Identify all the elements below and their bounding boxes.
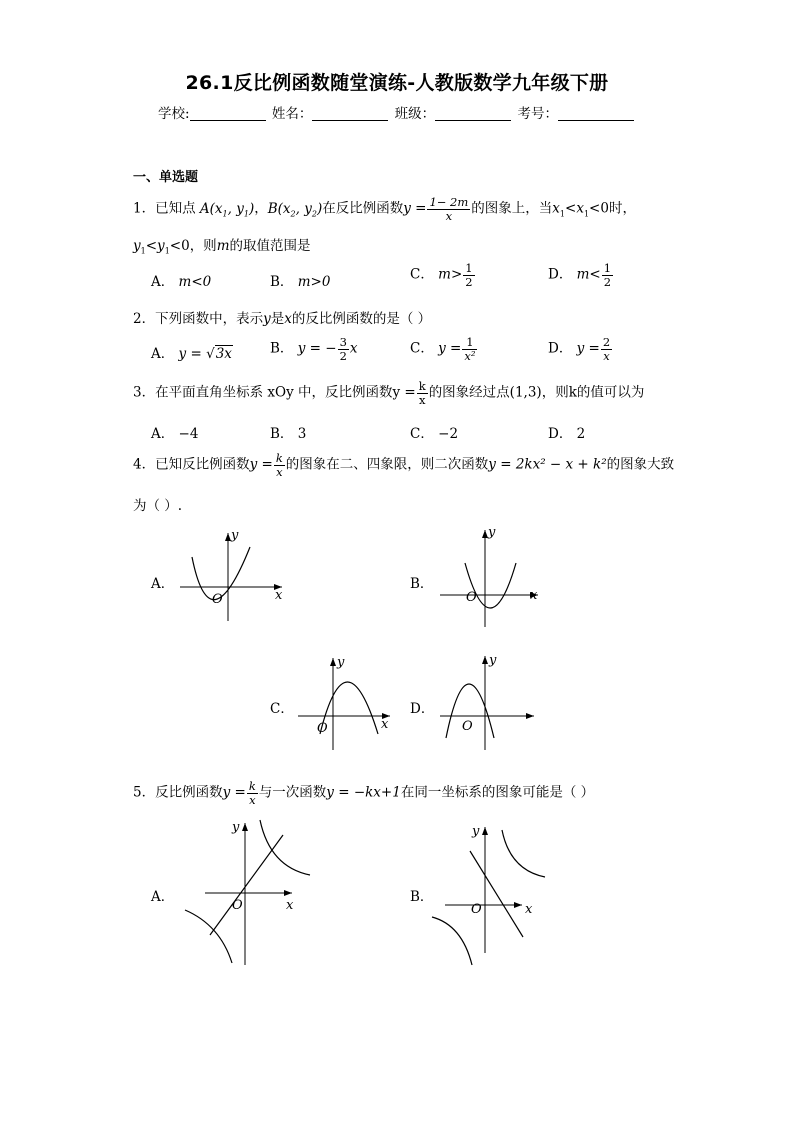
y-axis-label: y [472, 824, 480, 839]
q3-option-b[interactable] [270, 422, 306, 442]
hyperbola-branch-lower [185, 910, 232, 963]
origin-label: O [462, 719, 473, 734]
q3-option-c[interactable] [410, 422, 458, 442]
option-value: y = [576, 340, 600, 357]
q2-option-a[interactable] [151, 342, 233, 362]
question-number: 2． [133, 311, 156, 327]
question-3 [133, 380, 644, 406]
option-label: C． [410, 426, 434, 442]
frac-den: x [603, 348, 610, 363]
q1-subscript: 1 [222, 209, 228, 219]
name-label: 姓名： [271, 106, 313, 122]
q1-subscript: 2 [290, 209, 296, 219]
linear-function-line [210, 835, 283, 935]
option-label: B． [270, 340, 294, 357]
frac-den: x [249, 792, 256, 807]
q1-text: 在反比例函数 [322, 200, 404, 217]
option-fraction [463, 262, 474, 288]
q4-option-c-label[interactable]: C． [270, 701, 294, 717]
y-axis-label: y [489, 653, 497, 668]
q4-text: 已知反比例函数 [155, 456, 250, 473]
school-label: 学校: [158, 106, 190, 122]
q5-option-a-label[interactable]: A． [151, 889, 175, 905]
q1-subscript: 1 [164, 246, 170, 256]
name-blank[interactable] [312, 106, 388, 121]
school-blank[interactable] [190, 106, 266, 121]
q4-fraction [274, 452, 285, 478]
q1-cond: y [133, 238, 141, 254]
q3-fraction [417, 380, 428, 406]
option-value: 3 [297, 426, 307, 442]
option-value: m< [576, 266, 601, 283]
option-value: y = [178, 346, 207, 362]
x-axis-label: x [275, 588, 283, 603]
q1-fraction [427, 196, 470, 222]
radicand: 3x [215, 346, 232, 362]
q5-graph-a[interactable] [180, 815, 315, 970]
question-number: 5． [133, 784, 156, 801]
option-value: y = − [297, 340, 337, 357]
q2-text: 的反比例函数的是（ ） [291, 311, 432, 327]
option-fraction [338, 336, 349, 362]
question-number: 1． [133, 200, 156, 217]
parabola-curve [320, 682, 378, 734]
q1-subscript: 1 [243, 209, 249, 219]
option-value: m> [438, 266, 463, 283]
q2-option-b[interactable] [270, 336, 358, 362]
y-axis-arrow-icon [482, 656, 488, 664]
frac-den: x [276, 464, 283, 479]
q1-y-equals: y = [403, 200, 427, 217]
q1-option-b[interactable] [270, 270, 330, 290]
x-axis-arrow-icon [284, 890, 292, 896]
x-axis-label: x [525, 902, 533, 917]
sqrt-symbol: √ [206, 346, 215, 362]
frac-num: k [418, 379, 426, 393]
frac-num: k [275, 451, 283, 465]
q4-graph-b[interactable] [430, 525, 550, 630]
x-axis-arrow-icon [514, 902, 522, 908]
q1-text: ，则 [189, 238, 217, 254]
origin-label: O [317, 721, 328, 736]
q1-text: 的取值范围是 [229, 238, 311, 254]
y-axis-label: y [337, 655, 345, 670]
option-value: −2 [438, 426, 459, 442]
y-axis-label: y [231, 528, 239, 543]
origin-label: O [466, 590, 477, 605]
q5-linear: y = −kx+1 [326, 784, 401, 801]
x-axis-label: x [381, 717, 389, 732]
origin-label: O [471, 902, 482, 917]
option-label: A． [151, 426, 175, 442]
q1-subscript: 2 [311, 209, 317, 219]
option-label: D． [548, 426, 573, 442]
q1-frac-num: 1− 2m [429, 195, 469, 209]
q5-fraction [247, 780, 258, 806]
option-value: y = [438, 340, 462, 357]
id-label: 考号： [517, 106, 558, 122]
question-1-line-1 [133, 196, 636, 222]
y-axis-arrow-icon [482, 827, 488, 835]
option-label: A． [151, 274, 175, 290]
frac-den: x² [464, 348, 476, 363]
q5-option-b-label[interactable]: B． [410, 889, 434, 905]
q5-text: 与一次函数 [258, 784, 327, 801]
q1-text: 已知点 [155, 200, 196, 217]
q1-point-b-mid: , y [295, 200, 312, 217]
option-label: C． [410, 340, 434, 357]
option-value: m>0 [297, 274, 331, 290]
x-axis-label: x [286, 898, 294, 913]
q1-cond-end: <0 [169, 238, 190, 254]
id-blank[interactable] [558, 106, 634, 121]
q1-point-a: A(x [199, 200, 223, 217]
q4-text: 的图象大致 [606, 456, 675, 473]
frac-den: 2 [465, 274, 473, 289]
option-label: B． [270, 426, 294, 442]
q5-text: 在同一坐标系的图象可能是（ ） [400, 784, 595, 801]
q3-y-equals: y = [392, 384, 416, 401]
q1-cond: <x [565, 200, 584, 217]
option-fraction [462, 336, 477, 362]
q4-quadratic: y = 2kx² − x + k² [488, 456, 607, 473]
q3-text: 的图象经过点(1,3)，则k的值可以为 [428, 384, 645, 401]
x-axis-label: x [530, 588, 538, 603]
class-blank[interactable] [435, 106, 511, 121]
y-axis-label: y [488, 525, 496, 540]
q1-point-b-end: ) [316, 200, 323, 217]
y-axis-arrow-icon [242, 823, 248, 831]
q1-option-c[interactable] [410, 262, 476, 288]
linear-function-line [470, 851, 523, 937]
q3-text: 在平面直角坐标系 xOy 中，反比例函数 [155, 384, 393, 401]
frac-num: 3 [339, 335, 347, 349]
q1-point-a-end: ) [248, 200, 255, 217]
option-fraction [601, 336, 612, 362]
question-number: 3． [133, 384, 156, 401]
q4-option-b-label[interactable]: B． [410, 576, 434, 592]
q1-cond: x [552, 200, 560, 217]
student-info-line [0, 102, 794, 122]
q1-subscript: 1 [559, 209, 566, 219]
frac-num: 1 [462, 336, 477, 350]
q1-comma: ， [254, 200, 268, 217]
q4-option-a-label[interactable]: A． [151, 576, 175, 592]
option-label: D． [548, 340, 573, 357]
hyperbola-branch-lower [432, 917, 472, 965]
page-title: 26.1反比例函数随堂演练-人教版数学九年级下册 [185, 72, 609, 94]
q1-cond: <y [145, 238, 165, 254]
frac-num: 2 [602, 335, 611, 349]
q2-variable-x: x [284, 311, 292, 327]
frac-num: k [248, 779, 256, 793]
q1-variable-m: m [216, 238, 230, 254]
q4-graph-d[interactable] [432, 652, 542, 757]
q5-graph-b[interactable] [430, 815, 560, 970]
option-value: 2 [576, 426, 586, 442]
q2-text: 是 [270, 311, 285, 327]
option-value-tail: x [349, 340, 358, 357]
q3-option-a[interactable] [151, 422, 198, 442]
q1-cond-end: <0时， [589, 200, 636, 217]
option-label: B． [270, 274, 294, 290]
option-label: A． [151, 346, 175, 362]
section-title: 一、单选题 [133, 170, 199, 185]
q2-text: 下列函数中，表示 [155, 311, 264, 327]
q2-option-d[interactable] [548, 336, 613, 362]
frac-den: 2 [339, 348, 347, 363]
q5-text: 反比例函数 [155, 784, 223, 801]
q1-option-a[interactable] [151, 270, 211, 290]
question-1-line-2 [133, 234, 311, 256]
y-axis-label: y [232, 820, 240, 835]
question-5 [133, 780, 594, 806]
hyperbola-branch-upper [502, 830, 545, 877]
frac-num: 1 [603, 261, 612, 275]
option-fraction [602, 262, 613, 288]
q1-point-b: B(x [267, 200, 291, 217]
option-label: D． [548, 266, 573, 283]
option-label: C． [410, 266, 434, 283]
frac-num: 1 [465, 261, 473, 275]
q1-frac-den: x [445, 208, 453, 223]
q5-y-equals: y = [222, 784, 246, 801]
q1-subscript: 1 [140, 246, 146, 256]
question-2 [133, 307, 431, 327]
question-number: 4． [133, 456, 156, 473]
q4-text: 的图象在二、四象限，则二次函数 [285, 456, 489, 473]
hyperbola-branch-upper [260, 820, 310, 875]
q4-option-d-label[interactable]: D． [410, 701, 435, 717]
q4-graph-c[interactable] [290, 652, 400, 757]
q2-variable-y: y [263, 311, 271, 327]
frac-den: x [418, 392, 426, 407]
y-axis-arrow-icon [330, 658, 336, 666]
option-value: −4 [178, 426, 199, 442]
q1-text: 的图象上，当 [471, 200, 553, 217]
q1-option-d[interactable] [548, 262, 614, 288]
question-4-line-2: 为（ ）. [133, 498, 183, 514]
class-label: 班级： [394, 106, 436, 122]
q1-subscript: 1 [583, 209, 590, 219]
origin-label: O [212, 592, 223, 607]
q1-point-a-mid: , y [227, 200, 244, 217]
q4-y-equals: y = [249, 456, 273, 473]
option-value: m<0 [178, 274, 212, 290]
q2-option-c[interactable] [410, 336, 478, 362]
q4-graph-a[interactable] [170, 525, 290, 630]
q3-option-d[interactable] [548, 422, 585, 442]
frac-den: 2 [603, 274, 612, 289]
origin-label: O [232, 898, 243, 913]
question-4-line-1 [133, 452, 674, 478]
x-axis-arrow-icon [526, 713, 534, 719]
